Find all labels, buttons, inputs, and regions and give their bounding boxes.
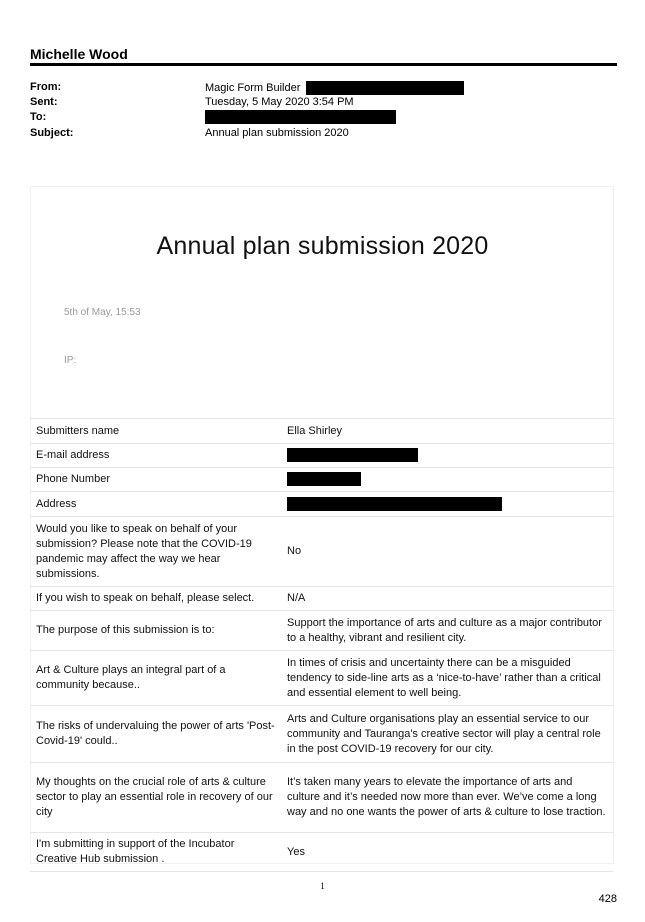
subject-label: Subject: (30, 127, 74, 139)
field-answer (283, 468, 614, 492)
redacted-to-email (205, 110, 396, 124)
to-value (205, 110, 396, 124)
field-question: Art & Culture plays an integral part of a community because.. (30, 651, 283, 706)
field-answer: It’s taken many years to elevate the importance of arts and culture and it’s needed now more than ever. We’ve come a long way and no one wants the power of arts & culture to lose traction. (283, 763, 614, 833)
table-row (30, 587, 614, 611)
field-question: If you wish to speak on behalf, please select. (30, 587, 283, 611)
table-row (30, 763, 614, 833)
table-row (30, 444, 614, 468)
sender-name: Michelle Wood (30, 46, 128, 62)
field-question: Submitters name (30, 419, 283, 444)
table-row (30, 517, 614, 587)
field-question: Address (30, 492, 283, 517)
field-question: E-mail address (30, 444, 283, 468)
table-row (30, 833, 614, 872)
form-date: 5th of May, 15:53 (64, 307, 141, 318)
field-question: The risks of undervaluing the power of arts 'Post-Covid-19' could.. (30, 706, 283, 763)
table-row (30, 492, 614, 517)
field-question: I'm submitting in support of the Incubator Creative Hub submission . (30, 833, 283, 872)
redacted-from-email (306, 81, 464, 95)
redacted-phone (287, 472, 361, 486)
document-number: 428 (598, 893, 617, 905)
field-answer (283, 492, 614, 517)
table-row (30, 611, 614, 651)
field-question: My thoughts on the crucial role of arts & culture sector to play an essential role in recovery of our city (30, 763, 283, 833)
field-question: The purpose of this submission is to: (30, 611, 283, 651)
field-answer (283, 444, 614, 468)
from-label: From: (30, 81, 62, 93)
form-ip-label: IP: (64, 355, 77, 366)
field-answer: N/A (283, 587, 614, 611)
page-number: 1 (320, 881, 325, 891)
form-title: Annual plan submission 2020 (156, 232, 489, 260)
field-answer: Ella Shirley (283, 419, 614, 444)
redacted-address (287, 497, 502, 511)
subject-value: Annual plan submission 2020 (205, 127, 349, 139)
redacted-email (287, 448, 418, 462)
from-value (205, 81, 464, 95)
field-question: Would you like to speak on behalf of your submission? Please note that the COVID-19 pandemic may affect the way we hear submissions. (30, 517, 283, 587)
field-answer: Support the importance of arts and culture as a major contributor to a healthy, vibrant and resilient city. (283, 611, 614, 651)
header-divider (30, 63, 617, 66)
table-row (30, 468, 614, 492)
submission-table (30, 418, 614, 872)
to-label: To: (30, 111, 47, 123)
field-answer: Yes (283, 833, 614, 872)
from-sender: Magic Form Builder (205, 81, 301, 94)
field-answer: Arts and Culture organisations play an essential service to our community and Tauranga's creative sector will play a central role in the post COVID-19 recovery for our city. (283, 706, 614, 763)
sent-value: Tuesday, 5 May 2020 3:54 PM (205, 96, 354, 108)
field-answer: In times of crisis and uncertainty there can be a misguided tendency to side-line arts as a ‘nice-to-have’ rather than a critical and essential element to well being. (283, 651, 614, 706)
table-row (30, 706, 614, 763)
table-row (30, 651, 614, 706)
table-row (30, 419, 614, 444)
field-question: Phone Number (30, 468, 283, 492)
sent-label: Sent: (30, 96, 58, 108)
field-answer: No (283, 517, 614, 587)
